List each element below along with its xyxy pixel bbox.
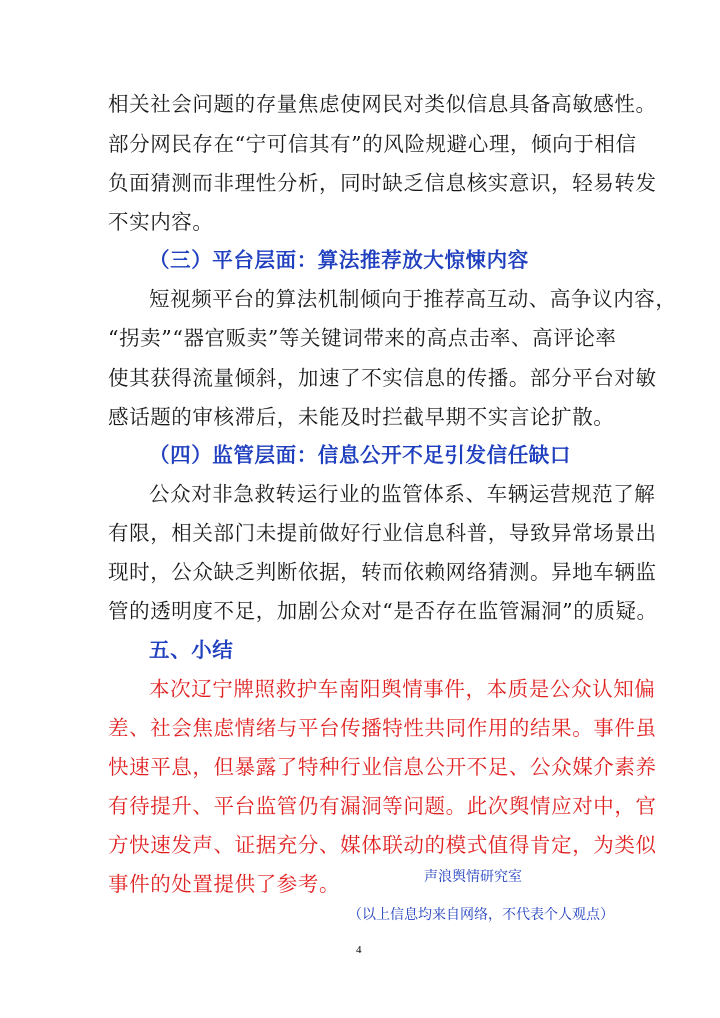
section-heading-4: （四）监管层面：信息公开不足引发信任缺口 <box>149 443 571 467</box>
body-line: 管的透明度不足，加剧公众对“是否存在监管漏洞”的质疑。 <box>108 599 658 623</box>
body-line: 不实内容。 <box>108 210 214 234</box>
summary-line: 差、社会焦虑情绪与平台传播特性共同作用的结果。事件虽 <box>108 716 657 740</box>
body-line: 部分网民存在“宁可信其有”的风险规避心理，倾向于相信 <box>108 132 637 156</box>
signature-org: 声浪舆情研究室 <box>424 869 522 885</box>
body-line: 负面猜测而非理性分析，同时缺乏信息核实意识，轻易转发 <box>108 171 657 195</box>
body-line: 有限，相关部门未提前做好行业信息科普，导致异常场景出 <box>108 521 657 545</box>
page-number: 4 <box>356 944 362 956</box>
summary-line: 事件的处置提供了参考。 <box>108 872 341 896</box>
body-line: 现时，公众缺乏判断依据，转而依赖网络猜测。异地车辆监 <box>108 560 657 584</box>
section-heading-3: （三）平台层面：算法推荐放大惊悚内容 <box>149 248 529 272</box>
signature-disclaimer: （以上信息均来自网络，不代表个人观点） <box>348 907 614 923</box>
body-line: 相关社会问题的存量焦虑使网民对类似信息具备高敏感性。 <box>108 92 657 116</box>
body-line: 使其获得流量倾斜，加速了不实信息的传播。部分平台对敏 <box>108 366 657 390</box>
body-line: 公众对非急救转运行业的监管体系、车辆运营规范了解 <box>149 482 656 506</box>
summary-line: 本次辽宁牌照救护车南阳舆情事件，本质是公众认知偏 <box>149 677 656 701</box>
summary-line: 有待提升、平台监管仍有漏洞等问题。此次舆情应对中，官 <box>108 794 657 818</box>
body-line: “拐卖”“器官贩卖”等关键词带来的高点击率、高评论率 <box>108 326 617 350</box>
summary-line: 方快速发声、证据充分、媒体联动的模式值得肯定，为类似 <box>108 833 657 857</box>
section-heading-5: 五、小结 <box>149 638 234 662</box>
summary-line: 快速平息，但暴露了特种行业信息公开不足、公众媒介素养 <box>108 755 657 779</box>
body-line: 短视频平台的算法机制倾向于推荐高互动、高争议内容， <box>149 287 677 311</box>
body-line: 感话题的审核滞后，未能及时拦截早期不实言论扩散。 <box>108 405 615 429</box>
